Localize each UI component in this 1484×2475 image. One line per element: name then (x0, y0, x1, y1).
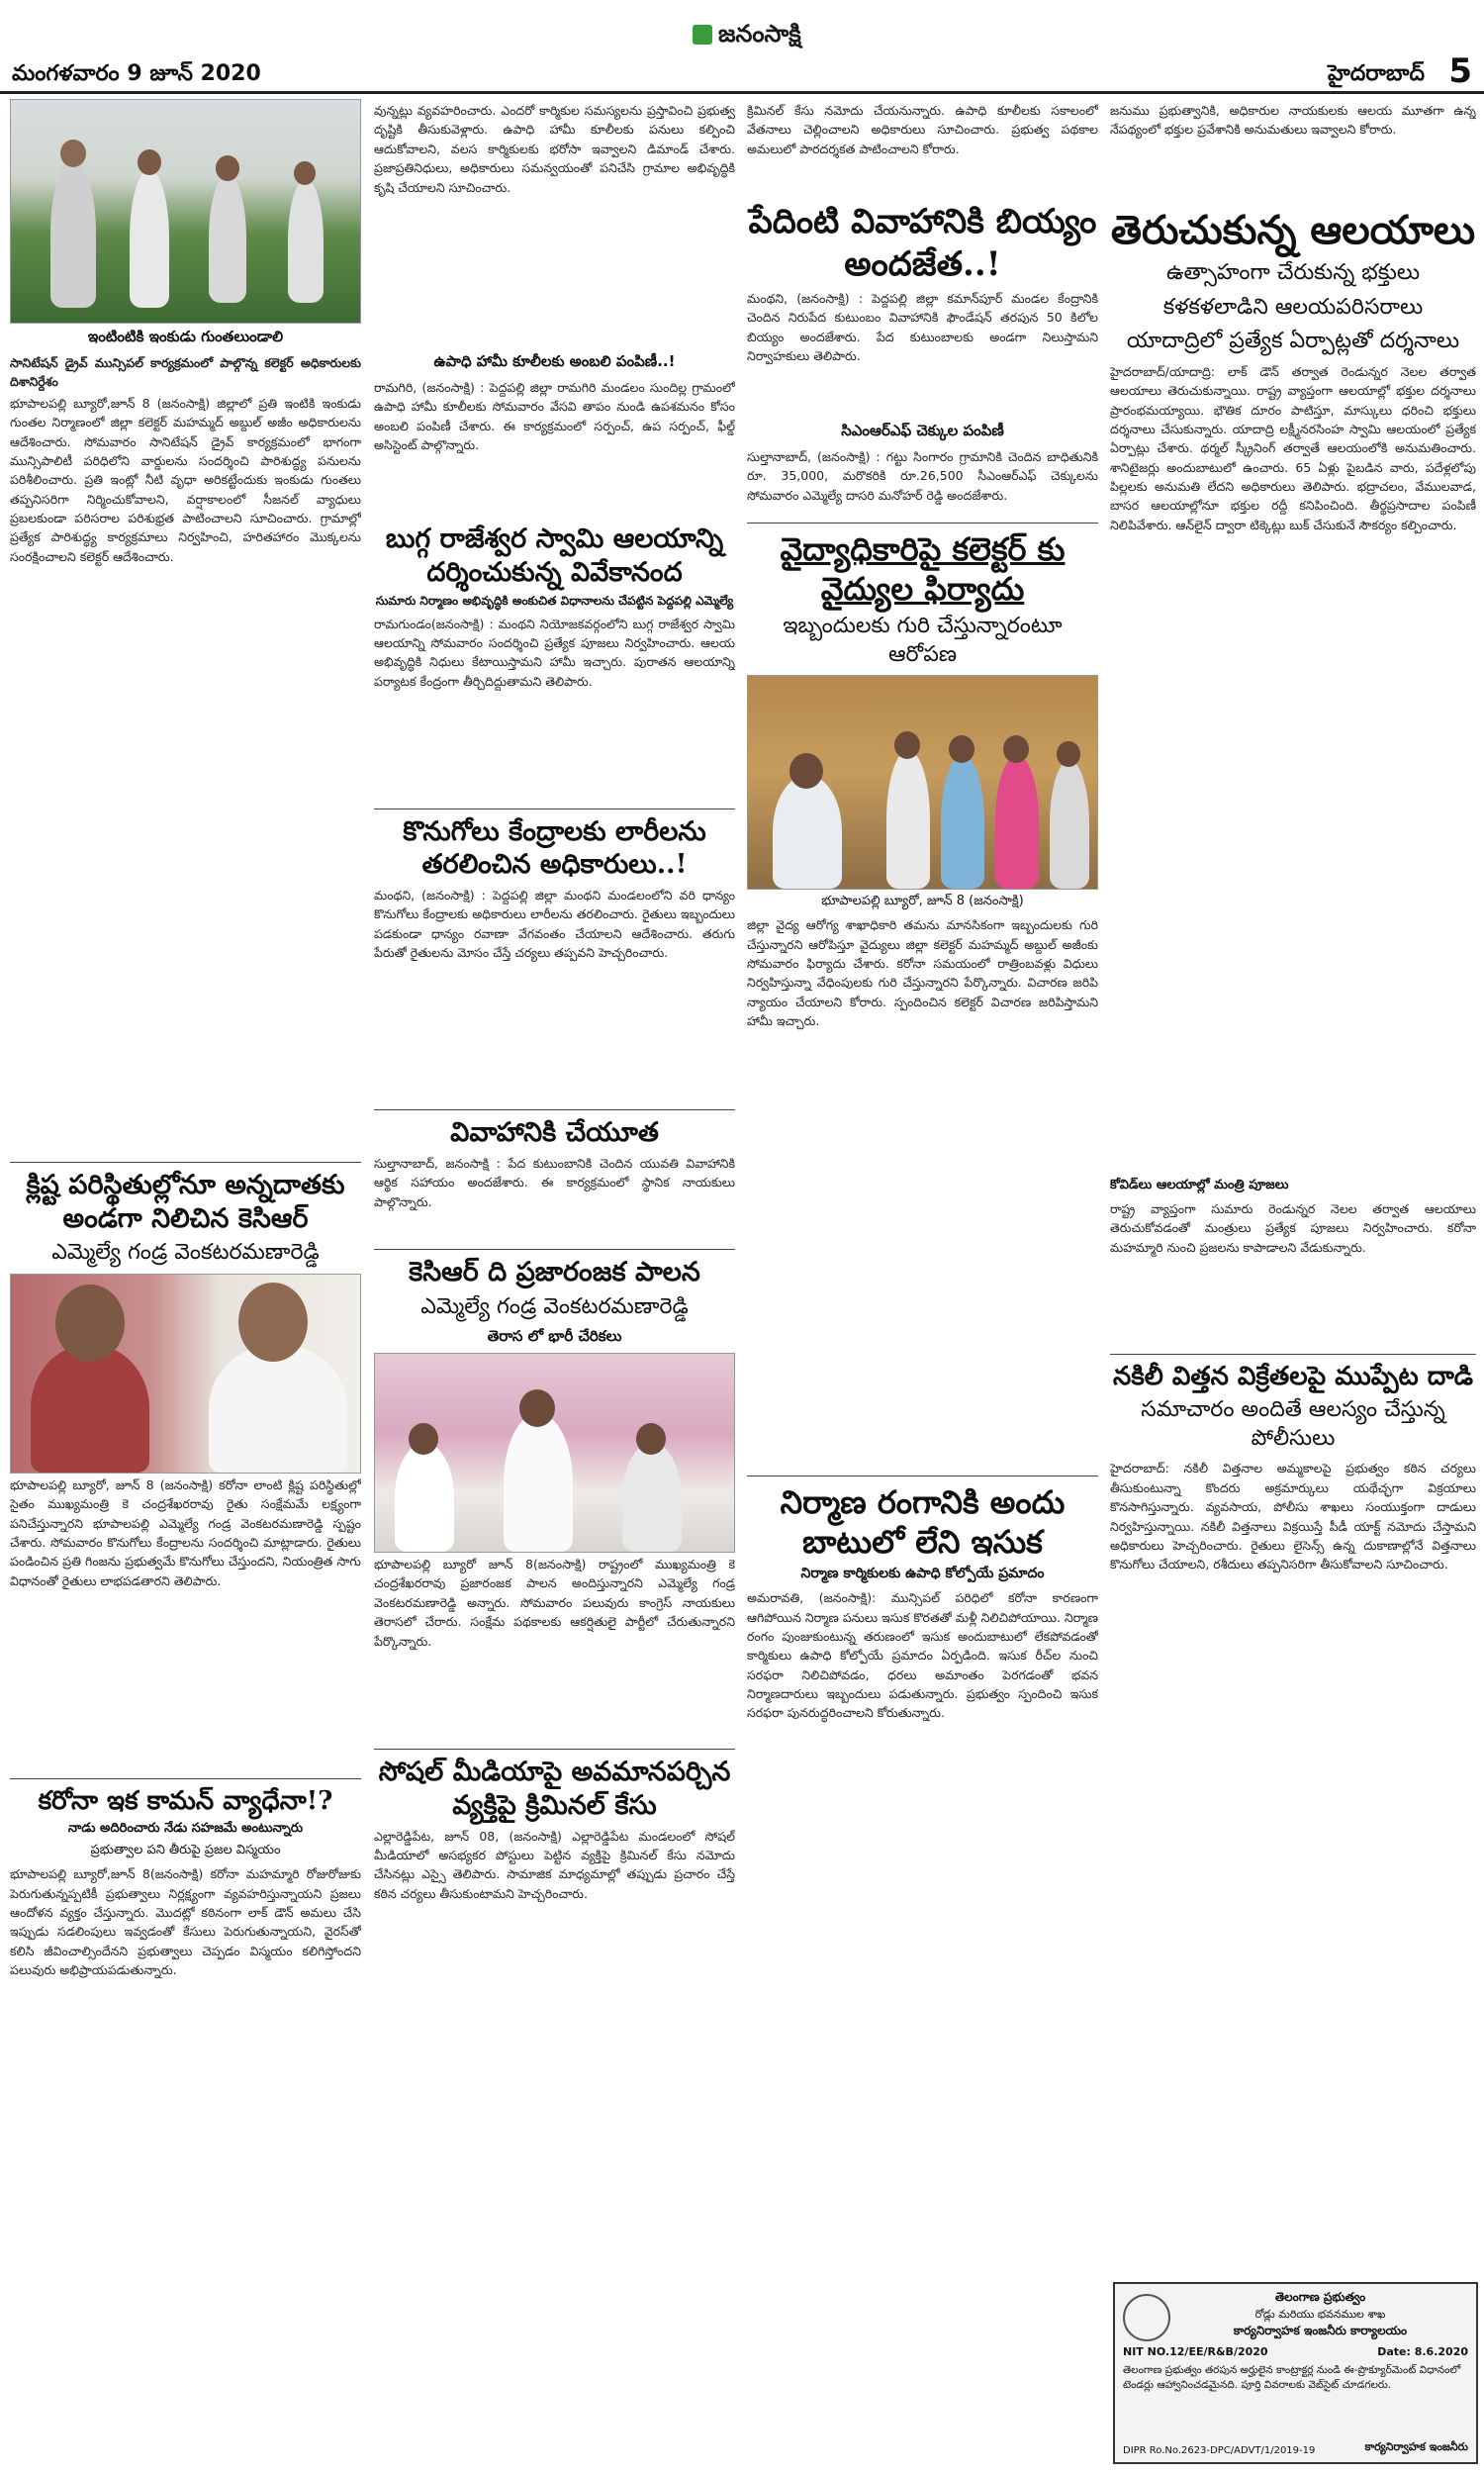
column-3 (747, 99, 1098, 2115)
subheadline-mla-2: ఎమ్మెల్యే గండ్ర వెంకటరమణారెడ్డి (420, 1293, 689, 1319)
divider (10, 1162, 361, 1163)
story-body: భూపాలపల్లి బ్యూరో,జూన్ 8 (జనంసాక్షి) జిల్లాలో ప్రతి ఇంటికి ఇంకుడు గుంతల నిర్మాణంలో జిల్లా కలెక్టర్ మహమ్మద్ అబ్దుల్ అజీం అధికారులను ఆదేశించారు. సోమవారం సానిటేషన్ డ్రైవ్ కార్యక్రమంలో భాగంగా మున్సిపాలిటీ పరిధిలోని వార్డులను సందర్శించి పారిశుద్ధ్య పనులను పరిశీలించారు. ప్రతి ఇంట్లో నీటి వృధా అరికట్టేందుకు ఇంకుడు గుంతలు తప్పనిసరిగా నిర్మించుకోవాలని, వర్షాకాలంలో సీజనల్ వ్యాధులు ప్రబలకుండా పరిసరాల పరిశుభ్రత పాటించాలని సూచించారు. గ్రామాల్లో ప్రత్యేక పారిశుద్ధ్య కార్యక్రమాలు నిర్వహించి, హరితహారం మొక్కలను సంరక్షించాలని కలెక్టర్ ఆదేశించారు. (10, 395, 361, 564)
page-header (0, 0, 1484, 94)
section-subhead: కోవిడ్‌లు ఆలయాల్లో మంత్రి పూజలు (1110, 1177, 1289, 1192)
notice-line-2: రోడ్లు మరియు భవనముల శాఖ (1254, 2308, 1386, 2321)
divider (747, 1475, 1098, 1476)
subheadline-sand: నిర్మాణ కార్మికులకు ఉపాధి కోల్పోయే ప్రమాదం (800, 1566, 1045, 1582)
headline-fake-seeds: నకిలీ విత్తన విక్రేతలపై ముప్పేట దాడి (1112, 1361, 1473, 1391)
subheadline-corona-2: ప్రభుత్వాల పని తీరుపై ప్రజల విస్మయం (90, 1843, 281, 1858)
story-body: క్రిమినల్ కేసు నమోదు చేయనున్నారు. ఉపాధి కూలీలకు సకాలంలో వేతనాలు చెల్లించాలని అధికారులు సూచించారు. ప్రభుత్వ పథకాల అమలులో పారదర్శకత పాటించాలని కోరారు. (747, 103, 1098, 156)
column-2 (374, 99, 735, 1957)
subheadline-joinings: తెరాస లో భారీ చేరికలు (487, 1327, 622, 1346)
photo-subcaption: సానిటేషన్ డ్రైవ్ మున్సిపల్ కార్యక్రమంలో పాల్గొన్న కలెక్టర్ అధికారులకు దిశానిర్దేశం (10, 355, 361, 390)
subheadline-corona: నాడు అదిరించారు నేడు సహజమే అంటున్నారు (67, 1821, 304, 1837)
subheadline-devotees: ఉత్సాహంగా చేరుకున్న భక్తులు (1165, 260, 1421, 285)
headline-social-media-case: సోషల్ మీడియాపై అవమానపర్చిన వ్యక్తిపై క్రిమినల్ కేసు (378, 1757, 731, 1821)
divider (374, 1109, 735, 1110)
headline-temples-open: తెరుచుకున్న ఆలయాలు (1110, 207, 1476, 253)
notice-line-1: తెలంగాణ ప్రభుత్వం (1274, 2290, 1366, 2304)
story-body: హైదరాబాద్/యాదాద్రి: లాక్ డౌన్ తర్వాత రెండున్నర నెలల తర్వాత ఆలయాలు తెరుచుకున్నాయి. రాష్ట్ర వ్యాప్తంగా ఆలయాల్లో భక్తుల దర్శనాలు ప్రారంభమయ్యాయి. భౌతిక దూరం పాటిస్తూ, మాస్కులు ధరించి భక్తులు దర్శనాలు చేసుకున్నారు. యాదాద్రి లక్ష్మీనరసింహ స్వామి ఆలయంలో ప్రత్యేక ఏర్పాట్లు చేశారు. థర్మల్ స్క్రీనింగ్ తర్వాతే ఆలయంలోకి అనుమతించారు. శానిటైజర్లు అందుబాటులో ఉంచారు. 65 ఏళ్లు పైబడిన వారు, పదేళ్లలోపు పిల్లలకు అనుమతి లేదని అధికారులు తెలిపారు. భద్రాచలం, వేములవాడ, బాసర ఆలయాల్లోనూ భక్తుల రద్దీ కనిపించింది. తీర్థప్రసాదాల పంపిణీ నిలిపివేశారు. ఆన్‌లైన్ ద్వారా టిక్కెట్లు బుక్ చేసుకునే సౌకర్యం కల్పించారు. (1110, 363, 1476, 532)
story-body: సుల్తానాబాద్, (జనంసాక్షి) : గట్టు సింగారం గ్రామానికి చెందిన బాధితునికి రూ. 35,000, మరొకరికి రూ.26,500 సీఎంఆర్‌ఎఫ్ చెక్కులను సోమవారం ఎమ్మెల్యే దాసరి మనోహర్ రెడ్డి అందజేశారు. (747, 449, 1098, 503)
column-1 (10, 99, 361, 2124)
story-body: హైదరాబాద్: నకిలీ విత్తనాల అమ్మకాలపై ప్రభుత్వం కఠిన చర్యలు తీసుకుంటున్నా కొందరు అక్రమార్కులు యథేచ్ఛగా విక్రయాలు కొనసాగిస్తున్నారు. వ్యవసాయ, పోలీసు శాఖలు సంయుక్తంగా దాడులు నిర్వహిస్తున్నాయి. నకిలీ విత్తనాలు విక్రయిస్తే పీడీ యాక్ట్ నమోదు చేస్తామని అధికారులు హెచ్చరించారు. రైతులు లైసెన్స్ ఉన్న దుకాణాల్లోనే విత్తనాలు కొనుగోలు చేయాలని, రశీదులు తప్పనిసరిగా తీసుకోవాలని సూచించారు. (1110, 1461, 1476, 1572)
headline-cmrf: సిఎంఆర్ఎఫ్ చెక్కుల పంపిణీ (841, 422, 1004, 439)
story-body: రామగుండం(జనంసాక్షి) : మంథని నియోజకవర్గంలోని బుగ్గ రాజేశ్వర స్వామి ఆలయాన్ని సోమవారం సందర్శించి ప్రత్యేక పూజలు నిర్వహించారు. ఆలయ అభివృద్ధికి నిధులు కేటాయిస్తామని హామీ ఇచ్చారు. పురాతన ఆలయాన్ని పర్యాటక కేంద్రంగా తీర్చిదిద్దుతామని తెలిపారు. (374, 616, 735, 689)
divider (10, 1778, 361, 1779)
story-body: ఎల్లారెడ్డిపేట, జూన్ 08, (జనంసాక్షి) ఎల్లారెడ్డిపేట మండలంలో సోషల్ మీడియాలో అసభ్యకర పోస్టులు పెట్టిన వ్యక్తిపై క్రిమినల్ కేసు నమోదు చేసినట్లు ఎస్సై తెలిపారు. సామాజిక మాధ్యమాల్లో తప్పుడు ప్రచారం చేస్తే కఠిన చర్యలు తీసుకుంటామని హెచ్చరించారు. (374, 1828, 735, 1901)
joining-event-photo (374, 1353, 735, 1553)
notice-signatory: కార్యనిర్వాహక ఇంజనీరు (1364, 2440, 1468, 2453)
story-body: మంథని, (జనంసాక్షి) : పెద్దపల్లి జిల్లా కమాన్‌పూర్ మండల కేంద్రానికి చెందిన నిరుపేద కుటుంబం వివాహానికి ఫౌండేషన్ తరపున 50 కిలోల బియ్యం అందజేశారు. పేద కుటుంబాలకు అండగా నిలుస్తామని నిర్వాహకులు తెలిపారు. (747, 291, 1098, 364)
notice-line-3: కార్యనిర్వాహక ఇంజనీరు కార్యాలయం (1233, 2324, 1408, 2337)
subheadline-yadadri: యాదాద్రిలో ప్రత్యేక ఏర్పాట్లతో దర్శనాలు (1126, 329, 1460, 354)
headline-temple-visit: బుగ్గ రాజేశ్వర స్వామి ఆలయాన్ని దర్శించుకున్న వివేకానంద (385, 524, 724, 588)
divider (374, 1749, 735, 1750)
notice-reference: DIPR Ro.No.2623-DPC/ADVT/1/2019-19 (1123, 2445, 1316, 2456)
headline-sand-shortage: నిర్మాణ రంగానికి అందు బాటులో లేని ఇసుక (780, 1483, 1066, 1562)
divider (374, 1249, 735, 1250)
headline-marriage-aid: వివాహానికి చేయూత (450, 1117, 659, 1148)
headline-lorries: కొనుగోలు కేంద్రాలకు లారీలను తరలించిన అధికారులు..! (403, 815, 706, 881)
masthead-title: జనంసాక్షి (718, 20, 801, 48)
divider (747, 523, 1098, 524)
headline-annadata: క్లిష్ట పరిస్థితుల్లోనూ అన్నదాతకు అండగా నిలిచిన కెసిఆర్ (26, 1169, 345, 1234)
government-emblem-icon (1123, 2294, 1170, 2341)
story-body: భూపాలపల్లి బ్యూరో, జూన్ 8 (జనంసాక్షి) కరోనా లాంటి క్లిష్ట పరిస్థితుల్లో సైతం ముఖ్యమంత్రి కె చంద్రశేఖరరావు రైతు సంక్షేమమే లక్ష్యంగా పనిచేస్తున్నారని భూపాలపల్లి ఎమ్మెల్యే గండ్ర వెంకటరమణారెడ్డి స్పష్టం చేశారు. సోమవారం కొనుగోలు కేంద్రాలను సందర్శించి మాట్లాడారు. రైతులు పండించిన ప్రతి గింజను ప్రభుత్వమే కొనుగోలు చేస్తుందని, నియంత్రిత సాగు విధానంతో రైతులు లాభపడతారని తెలిపారు. (10, 1476, 361, 1588)
headline-doctors-complaint: వైద్యాధికారిపై కలెక్టర్ కు వైద్యుల ఫిర్యాదు (780, 530, 1066, 608)
story-body: రామగిరి, (జనంసాక్షి) : పెద్దపల్లి జిల్లా రామగిరి మండలం సుందిల్ల గ్రామంలో ఉపాధి హామీ కూలీలకు సోమవారం వేసవి తాపం నుండి ఉపశమనం కోసం అంబలి పంపిణీ చేశారు. ఈ కార్యక్రమంలో సర్పంచ్, ఉప సర్పంచ్, ఫీల్డ్ అసిస్టెంట్ పాల్గొన్నారు. (374, 380, 735, 453)
photo-caption: ఇంటింటికి ఇంకుడు గుంతలుండాలి (87, 328, 284, 345)
notice-date: Date: 8.6.2020 (1377, 2345, 1468, 2358)
story-body: మంథని, (జనంసాక్షి) : పెద్దపల్లి జిల్లా మంథని మండలంలోని వరి ధాన్యం కొనుగోలు కేంద్రాలకు అధికారులు లారీలను తరలించారు. రైతులు ఇబ్బందులు పడకుండా ధాన్యం రవాణా వేగవంతం చేయాలని ఆదేశించారు. తరుగు పేరుతో రైతులను మోసం చేస్తే చర్యలు తప్పవని హెచ్చరించారు. (374, 888, 735, 961)
headline-kcr-rule: కెసిఆర్ ది ప్రజారంజక పాలన (409, 1256, 700, 1287)
edition-city: హైదరాబాద్ (1328, 61, 1425, 86)
story-body: భూపాలపల్లి బ్యూరో,జూన్ 8(జనంసాక్షి) కరోనా మహమ్మారి రోజురోజుకు పెరుగుతున్నప్పటికీ ప్రభుత్వాలు నిర్లక్ష్యంగా వ్యవహరిస్తున్నాయని ప్రజలు ఆందోళన వ్యక్తం చేస్తున్నారు. మొదట్లో కఠినంగా లాక్ డౌన్ అమలు చేసి ఇప్పుడు సడలింపులు ఇవ్వడంతో కేసులు పెరుగుతున్నాయని, వైరస్‌తో కలిసి జీవించాల్సిందేనని ప్రభుత్వాలు చెప్పడం విస్మయం కలిగిస్తోందని పలువురు అభిప్రాయపడుతున్నారు. (10, 1866, 361, 1978)
masthead-logo (693, 20, 801, 53)
photo-caption: భూపాలపల్లి బ్యూరో, జూన్ 8 (జనంసాక్షి) (821, 894, 1024, 909)
subheadline-mla: ఎమ్మెల్యే గండ్ర వెంకటరమణారెడ్డి (51, 1240, 320, 1266)
subheadline-temple-visit: సుమారు నిర్మాణం అభివృద్ధికి అంకుచిత విధానాలను చేపట్టిన పెద్దపల్లి ఎమ్మెల్యే (375, 593, 734, 608)
story-body: అమరావతి, (జనంసాక్షి): మున్సిపల్ పరిధిలో కరోనా కారణంగా ఆగిపోయిన నిర్మాణ పనులు ఇసుక కొరతతో మళ్లీ నిలిచిపోయాయి. నిర్మాణ రంగం పుంజుకుంటున్న తరుణంలో ఇసుక అందుబాటులో లేకపోవడంతో కార్మికులు ఉపాధి కోల్పోయే ప్రమాదం ఏర్పడింది. ఇసుక రీచ్‌ల నుంచి సరఫరా నిలిచిపోవడం, ధరలు అమాంతం పెరగడంతో భవన నిర్మాణదారులు ఇబ్బందులు పడుతున్నారు. ప్రభుత్వం స్పందించి ఇసుక సరఫరా పునరుద్ధరించాలని కోరుతున్నారు. (747, 1590, 1098, 1721)
story-body: రాష్ట్ర వ్యాప్తంగా సుమారు రెండున్నర నెలల తర్వాత ఆలయాలు తెరుచుకోవడంతో మంత్రులు ప్రత్యేక పూజలు నిర్వహించారు. కరోనా మహమ్మారి నుంచి ప్రజలను కాపాడాలని వేడుకున్నారు. (1110, 1200, 1476, 1255)
notice-number: NIT NO.12/EE/R&B/2020 (1123, 2345, 1268, 2358)
nursery-photo (10, 99, 361, 324)
tender-notice (1113, 2282, 1478, 2464)
notice-text: తెలంగాణ ప్రభుత్వం తరపున అర్హులైన కాంట్రాక్టర్ల నుండి ఈ-ప్రొక్యూర్‌మెంట్ విధానంలో టెండర్లు ఆహ్వానించడమైనది. పూర్తి వివరాలకు వెబ్‌సైట్ చూడగలరు. (1123, 2364, 1461, 2391)
mla-photo (10, 1274, 361, 1474)
page-number: 5 (1448, 51, 1472, 91)
divider (1110, 1354, 1476, 1355)
issue-date: మంగళవారం 9 జూన్ 2020 (12, 61, 261, 86)
subheadline-temple-premises: కళకళలాడిని ఆలయపరిసరాలు (1162, 294, 1424, 320)
headline-corona: కరోనా ఇక కామన్ వ్యాధేనా!? (38, 1785, 333, 1816)
story-body: జిల్లా వైద్య ఆరోగ్య శాఖాధికారి తమను మానసికంగా ఇబ్బందులకు గురి చేస్తున్నారని ఆరోపిస్తూ వైద్యులు జిల్లా కలెక్టర్ మహమ్మద్ అబ్దుల్ అజీంకు సోమవారం ఫిర్యాదు చేశారు. కరోనా సమయంలో రాత్రింబవళ్లు విధులు నిర్వహిస్తున్నా వేధింపులకు గురి చేస్తున్నారని పేర్కొన్నారు. విచారణ జరిపి న్యాయం చేయాలని కోరారు. స్పందించిన కలెక్టర్ విచారణ జరిపిస్తామని హామీ ఇచ్చారు. (747, 917, 1098, 1029)
story-body: భూపాలపల్లి బ్యూరో జూన్ 8(జనంసాక్షి) రాష్ట్రంలో ముఖ్యమంత్రి కె చంద్రశేఖరరావు ప్రజారంజక పాలన అందిస్తున్నారని ఎమ్మెల్యే గండ్ర వెంకటరమణారెడ్డి అన్నారు. సోమవారం పలువురు కాంగ్రెస్ నాయకులు తెరాసలో చేరారు. సంక్షేమ పథకాలకు ఆకర్షితులై పార్టీలో చేరుతున్నారని పేర్కొన్నారు. (374, 1557, 735, 1649)
subheadline-doctors: ఇబ్బందులకు గురి చేస్తున్నారంటూ ఆరోపణ (783, 614, 1063, 667)
subheadline-police: సమాచారం అందితే ఆలస్యం చేస్తున్న పోలీసులు (1141, 1397, 1445, 1451)
story-body: వున్నట్లు వ్యవహరించారు. ఎందరో కార్మికుల సమస్యలను ప్రస్తావించి ప్రభుత్వ దృష్టికి తీసుకువెళ్లారు. ఉపాధి హామీ కూలీలకు పనులు కల్పించి ఆదుకోవాలని, వలస కార్మికులకు భరోసా ఇవ్వాలని డిమాండ్ చేశారు. ప్రజాప్రతినిధులు, అధికారులు సమన్వయంతో పనిచేసి గ్రామాల అభివృద్ధికి కృషి చేయాలని సూచించారు. (374, 103, 735, 195)
story-body: సుల్తానాబాద్, జనంసాక్షి : పేద కుటుంబానికి చెందిన యువతి వివాహానికి ఆర్థిక సహాయం అందజేశారు. ఈ కార్యక్రమంలో స్థానిక నాయకులు పాల్గొన్నారు. (374, 1155, 735, 1209)
headline-rice-donation: పేదింటి వివాహానికి బియ్యం అందజేత..! (748, 202, 1097, 284)
logo-leaf-icon (693, 25, 712, 45)
column-4 (1110, 99, 1476, 1876)
headline-ambali: ఉపాధి హామీ కూలీలకు అంబలి పంపిణీ..! (433, 352, 676, 370)
doctors-photo (747, 675, 1098, 890)
story-body: జనుము ప్రభుత్వానికి, అధికారుల నాయకులకు ఆలయ మూతగా ఉన్న నేపథ్యంలో భక్తుల ప్రవేశానికి అనుమతులు ఇవ్వాలని కోరారు. (1110, 103, 1476, 138)
